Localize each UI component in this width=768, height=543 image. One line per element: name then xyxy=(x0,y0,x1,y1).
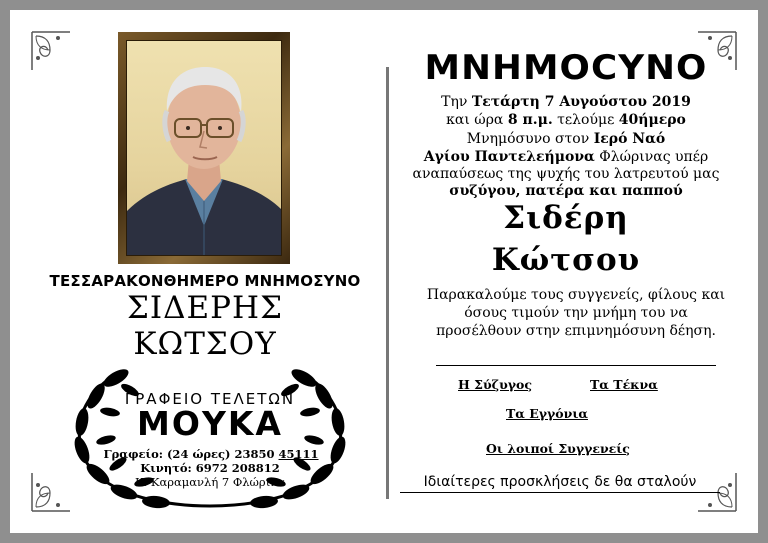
church-prefix: Μνημόσυνο στον xyxy=(466,131,590,147)
time-mid: τελούμε xyxy=(557,112,615,128)
date-prefix: Την xyxy=(441,94,468,110)
signature-children: Τα Τέκνα xyxy=(590,377,658,392)
funeral-home-phone xyxy=(96,447,326,461)
time-prefix: και ώρα xyxy=(446,112,504,128)
time-value: 8 π.μ. xyxy=(507,112,553,128)
corner-ornament-icon xyxy=(28,28,74,74)
memorial-title: ΜΝΗΜΟCΥΝΟ xyxy=(424,48,708,88)
deceased-last-name: ΚΩΤΣΟΥ xyxy=(133,326,277,362)
date-value: Τετάρτη 7 Αυγούστου 2019 xyxy=(471,94,691,110)
no-invitations-note: Ιδιαίτερες προσκλήσεις δε θα σταλούν xyxy=(400,474,720,493)
left-heading: ΤΕΣΣΑΡΑΚΟΝΘΗΜΕΡΟ ΜΝΗΜΟΣΥΝΟ xyxy=(49,272,361,290)
time-line xyxy=(396,112,736,129)
church-name-line xyxy=(396,149,736,166)
signature-spouse: Η Σύζυγος xyxy=(458,377,532,392)
church-location: Φλώρινας υπέρ xyxy=(599,149,709,165)
phone-suffix: 45111 xyxy=(278,447,319,461)
funeral-home-mobile: Κινητό: 6972 208812 xyxy=(140,461,280,475)
church-line xyxy=(396,131,736,148)
honoree-last-name: Κώτσου xyxy=(491,242,641,278)
phone-prefix: Γραφείο: (24 ώρες) 23850 xyxy=(103,447,275,461)
invitation-paragraph: Παρακαλούμε τους συγγενείς, φίλους και όσους τιμούν την μνήμη του να προσέλθουν στην επιμνημόσυνη δέηση. xyxy=(426,287,726,339)
relation-line: συζύγου, πατέρα και παππού xyxy=(449,183,683,199)
church-name: Αγίου Παντελεήμονα xyxy=(423,149,595,165)
signature-grandchildren: Τα Εγγόνια xyxy=(506,406,588,421)
signature-relatives: Οι λοιποί Συγγενείς xyxy=(486,441,630,456)
church-type: Ιερό Ναό xyxy=(593,131,666,147)
funeral-home-address: Κ. Καραμανλή 7 Φλώρινα xyxy=(135,475,285,489)
horizontal-rule xyxy=(436,365,716,366)
deceased-first-name: ΣΙΔΕΡΗΣ xyxy=(127,290,283,326)
honoree-first-name: Σιδέρη xyxy=(503,200,629,236)
memorial-card xyxy=(10,10,758,533)
portrait-photo xyxy=(126,40,282,256)
time-end: 40ήμερο xyxy=(618,112,686,128)
funeral-home-name: ΜΟΥΚΑ xyxy=(137,404,283,443)
repose-line: αναπαύσεως της ψυχής του λατρευτού μας xyxy=(412,166,720,182)
date-line xyxy=(396,94,736,111)
portrait-frame xyxy=(118,32,290,264)
vertical-divider xyxy=(386,67,389,499)
funeral-home-label: ΓΡΑΦΕΙΟ ΤΕΛΕΤΩΝ xyxy=(124,390,296,408)
portrait-illustration xyxy=(127,41,281,255)
